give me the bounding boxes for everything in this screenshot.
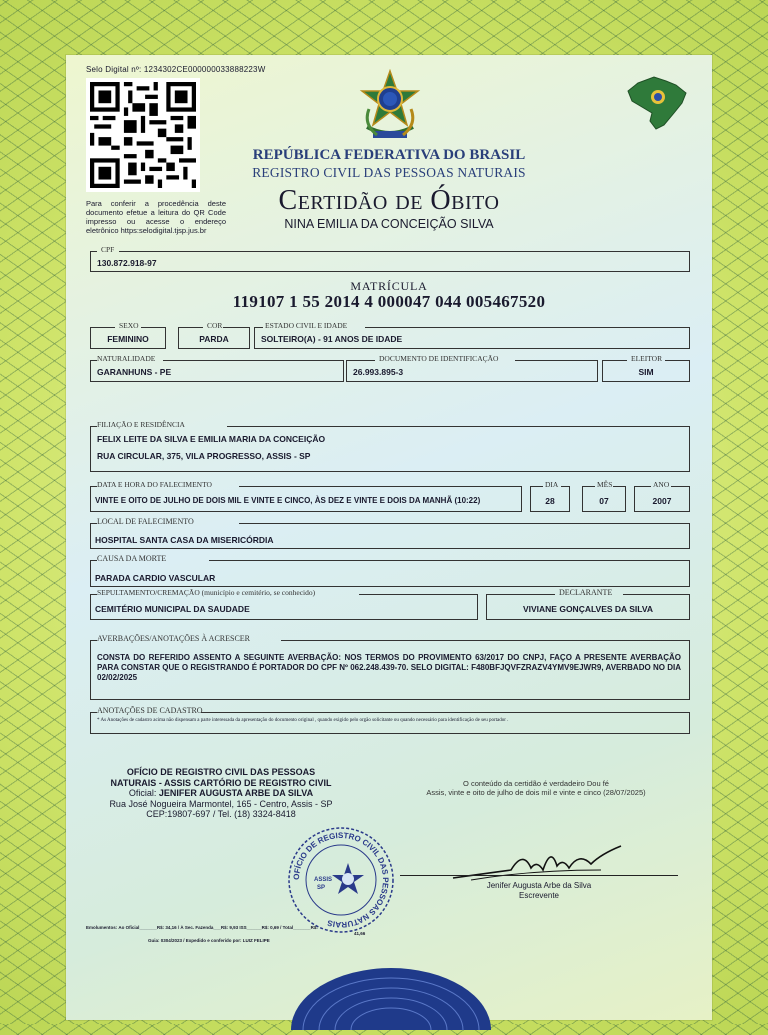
digital-seal-number: Selo Digital nº: 1234302CE000000033888223W [86, 65, 266, 74]
causa-value: PARADA CARDIO VASCULAR [95, 573, 216, 583]
mes-value: 07 [599, 496, 609, 506]
naturalidade-field [90, 354, 344, 382]
anotacoes-field [90, 706, 690, 734]
filiacao-parents: FELIX LEITE DA SILVA E EMILIA MARIA DA CONCEIÇÃO [97, 434, 326, 444]
ano-value: 2007 [652, 496, 672, 506]
document-title: Certidão de Óbito [278, 185, 500, 216]
registry-heading: REGISTRO CIVIL DAS PESSOAS NATURAIS [252, 165, 526, 180]
republic-heading: REPÚBLICA FEDERATIVA DO BRASIL [252, 147, 526, 163]
ano-field [634, 480, 690, 512]
coat-of-arms-icon [359, 69, 421, 143]
naturalidade-value: GARANHUNS - PE [97, 367, 172, 377]
fees-text: Emolumentos: Ao Oficial_______R$: 34,16 / À Sec. Fazenda___R$: 9,93 ISS______R$: 0,69 / Total_______R$: [86, 925, 318, 930]
sepultamento-value: CEMITÉRIO MUNICIPAL DA SAUDADE [95, 604, 250, 614]
ano-label: ANO [653, 480, 670, 489]
estado-civil-field [254, 321, 690, 349]
cpf-field [90, 245, 690, 272]
office-line-1: OFÍCIO DE REGISTRO CIVIL DAS PESSOAS [126, 767, 316, 777]
eleitor-label: ELEITOR [631, 354, 663, 363]
verification-line-1: O conteúdo da certidão é verdadeiro Dou fé [463, 779, 609, 788]
sexo-field [90, 321, 166, 349]
deceased-name: NINA EMILIA DA CONCEIÇÃO SILVA [284, 217, 494, 231]
anotacoes-label: ANOTAÇÕES DE CADASTRO [97, 706, 203, 715]
dia-field [530, 480, 570, 512]
documento-field [346, 354, 598, 382]
causa-field [90, 554, 690, 587]
falecimento-field [90, 480, 522, 512]
naturalidade-label: NATURALIDADE [97, 354, 156, 363]
filiacao-address: RUA CIRCULAR, 375, VILA PROGRESSO, ASSIS - SP [97, 451, 311, 461]
cpf-value: 130.872.918-97 [97, 258, 157, 268]
cor-label: COR [207, 321, 223, 330]
office-line-3-prefix: Oficial: [128, 788, 157, 798]
sepultamento-field [90, 588, 478, 620]
verification-line-2: Assis, vinte e oito de julho de dois mil e vinte e cinco (28/07/2025) [426, 788, 646, 797]
stamp-ring-text: OFÍCIO DE REGISTRO CIVIL DAS PESSOAS NATURAIS [291, 830, 391, 930]
stamp-state: SP [317, 885, 326, 891]
handwritten-signature [451, 840, 626, 885]
mes-field [582, 480, 626, 512]
registry-office-block [86, 767, 356, 820]
falecimento-value: VINTE E OITO DE JULHO DE DOIS MIL E VINTE E CINCO, ÀS DEZ E VINTE E DOIS DA MANHÃ (10:22) [95, 496, 481, 505]
filiacao-field [90, 420, 690, 472]
security-rosette-icon [286, 960, 496, 1030]
registry-stamp [286, 825, 396, 935]
certificate-sheet [66, 55, 712, 1020]
local-value: HOSPITAL SANTA CASA DA MISERICÓRDIA [95, 535, 274, 545]
signer-block [400, 881, 678, 901]
office-address: Rua José Nogueira Marmontel, 165 - Centro, Assis - SP [109, 798, 333, 809]
dia-label: DIA [545, 480, 559, 489]
estado-civil-label: ESTADO CIVIL E IDADE [265, 321, 348, 330]
anotacoes-text: * As Anotações de cadastro acima não dispensam a parte interessada da apresentação do documento original , quando exigido pelo orgão solicitante ou quando necessário para identificação de seu portador . [97, 718, 509, 723]
declarante-value: VIVIANE GONÇALVES DA SILVA [522, 604, 654, 614]
brazil-map-icon [624, 73, 692, 133]
declarante-label: DECLARANTE [559, 588, 613, 597]
signer-name: Jenifer Augusta Arbe da Silva [486, 881, 592, 890]
sepultamento-label: SEPULTAMENTO/CREMAÇÃO (município e cemitério, se conhecido) [97, 588, 316, 597]
fees-line [86, 925, 406, 937]
cor-value: PARDA [199, 334, 229, 344]
office-contact: CEP:19807-697 / Tel. (18) 3324-8418 [146, 809, 296, 819]
sexo-value: FEMININO [107, 334, 149, 344]
falecimento-label: DATA E HORA DO FALECIMENTO [97, 480, 212, 489]
estado-civil-value: SOLTEIRO(A) - 91 ANOS DE IDADE [261, 334, 403, 344]
verification-statement [416, 779, 656, 797]
signer-role: Escrevente [518, 891, 560, 900]
documento-label: DOCUMENTO DE IDENTIFICAÇÃO [379, 354, 499, 363]
averbacoes-label: AVERBAÇÕES/ANOTAÇÕES À ACRESCER [97, 634, 251, 643]
sexo-label: SEXO [119, 321, 139, 330]
office-officer-name: JENIFER AUGUSTA ARBE DA SILVA [158, 788, 314, 798]
guia-line: Guia: 0304/2023 / Expedido e conferido por: LUIZ FELIPE [148, 938, 270, 943]
declarante-field [486, 588, 690, 620]
mes-label: MÊS [597, 480, 613, 489]
signature-line [400, 875, 678, 876]
local-field [90, 517, 690, 549]
stamp-emblem-icon [332, 863, 364, 894]
office-line-2: NATURAIS - ASSIS CARTÓRIO DE REGISTRO CIVIL [110, 777, 332, 788]
eleitor-field [602, 354, 690, 382]
matricula-label: MATRÍCULA [350, 279, 428, 293]
local-label: LOCAL DE FALECIMENTO [97, 517, 194, 526]
filiacao-label: FILIAÇÃO E RESIDÊNCIA [97, 420, 185, 429]
documento-value: 26.993.895-3 [353, 367, 404, 377]
causa-label: CAUSA DA MORTE [97, 554, 167, 563]
fees-total: 41,66 [354, 931, 366, 936]
matricula-number: 119107 1 55 2014 4 000047 044 005467520 [232, 292, 546, 311]
stamp-city: ASSIS [314, 877, 333, 883]
averbacoes-field [90, 634, 690, 700]
cpf-label: CPF [101, 245, 115, 254]
eleitor-value: SIM [638, 367, 654, 377]
cor-field [178, 321, 250, 349]
qr-verification-note: Para conferir a procedência deste documento efetue a leitura do QR Code impresso ou acesse o endereço eletrônico https:selodigital.tjsp.jus.br [86, 199, 226, 235]
averbacoes-text: CONSTA DO REFERIDO ASSENTO A SEGUINTE AVERBAÇÃO: NOS TERMOS DO PROVIMENTO 63/2017 DO CNPJ, FAÇO A PRESENTE AVERBAÇÃO PARA CONSTAR QUE O REGISTRANDO É PORTADOR DO CPF Nº 062.248.439-70. SELO DIGITAL: F480BFJQVFZRAZV4YMV9EJWR9, AVERBADO NO DIA 02/02/2025 [97, 653, 681, 682]
dia-value: 28 [545, 496, 555, 506]
